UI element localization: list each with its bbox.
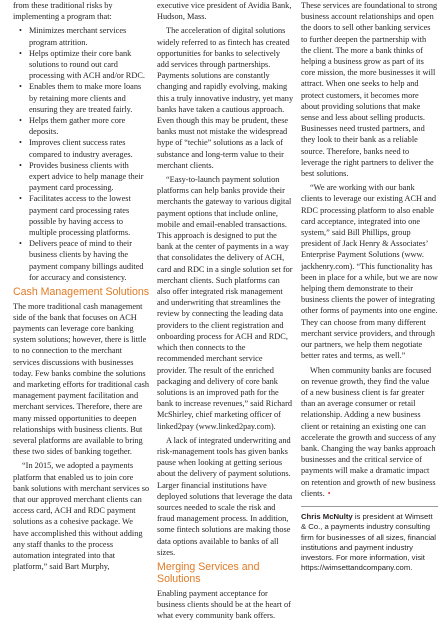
body-paragraph: “Easy-to-launch payment solution platforms can help banks provide their merchants the gateway to various digital payment options that include online, mobile and email-enabled transactions. This approach is designed to put the bank at the center of payments in a way that consolidates the delivery of ACH, card and RDC in a single solution set for merchant clients. Such platforms can also offer integrated risk management and underwriting that streamlines the review by connecting the leading data providers to the client registration and onboarding process for ACH and RDC, which then connects to the recommended merchant service provider. The result of the enriched packaging and delivery of core bank solutions is an improved path for the bank to increase revenues,” said Richard McShirley, chief marketing officer of linked2pay (www.linked2pay.com).	[157, 175, 293, 431]
list-item: • Improves client success rates compared to industry averages.	[13, 137, 150, 159]
end-mark-icon: •	[327, 488, 331, 498]
benefits-list	[13, 25, 150, 283]
list-item: • Enables them to make more loans by retaining more clients and ensuring they are treated fairly.	[13, 81, 150, 115]
body-paragraph: These services are foundational to strong business account relationships and open the doors to sell other banking services to further deepen the partnership with the client. The more a bank thinks of helping a business grow as part of its core mission, the more businesses it will attract. When one seeks to help and protect customers, it becomes more about providing solutions that make sense and less about selling products. Businesses need trusted partners, and they look to their bank as a reliable source. Therefore, banks need to leverage the right partners to deliver the best solutions.	[301, 1, 438, 179]
list-item: • Delivers peace of mind to their business clients by having the payment company billings audited for accuracy and consistency.	[13, 238, 150, 283]
column-2	[157, 0, 294, 625]
body-paragraph: The acceleration of digital solutions widely referred to as fintech has created opportunities for banks to selectively add services through partnerships. Payments solutions are constantly changing and rapidly evolving, making this a truly innovative industry, yet many banks have taken a cautious approach. Even though this may be prudent, these banks must not mistake the widespread hype of “techie” solutions as a lack of substance and long-term value to their merchant clients.	[157, 26, 294, 170]
section-heading-cash-management: Cash Management Solutions	[13, 286, 150, 299]
body-paragraph: “We are working with our bank clients to leverage our existing ACH and RDC processing platform to also enable card acceptance, integrated into one system,” said Bill Phillips, group president of Jack Henry & Associates’ Enterprise Payment Solutions (www. jackhenry.com). “This functionality has been in place for a while, but we are now helping them demonstrate to their business clients the power of integrating other forms of payments into one engine. They can choose from many different merchant service providers, and through our partners, we help them negotiate better rates and terms, as well.”	[301, 183, 438, 361]
list-item: • Helps them gather more core deposits.	[13, 115, 150, 137]
body-paragraph: A lack of integrated underwriting and risk-management tools has given banks pause when looking at getting serious about the delivery of payment solutions. Larger financial institutions have deployed solutions that leverage the data sources needed to scale the risk and fraud management process. In addition, some fintech solutions are making those data options available to banks of all sizes.	[157, 435, 293, 557]
divider	[301, 506, 438, 507]
column-1	[13, 0, 150, 575]
author-bio	[301, 512, 438, 574]
body-paragraph: Enabling payment acceptance for business clients should be at the heart of what every community bank offers.	[157, 588, 291, 621]
body-paragraph: executive vice president of Avidia Bank, Hudson, Mass.	[157, 1, 292, 22]
list-item: • Provides business clients with expert advice to help manage their payment card processing.	[13, 160, 150, 194]
intro-paragraph: from these traditional risks by implementing a program that:	[13, 1, 113, 22]
body-paragraph: The more traditional cash management side of the bank that focuses on ACH payments can leverage core banking system solutions; however, there is little to no connection to the merchant services discussions with businesses today. Few banks combine the solutions and marketing efforts for traditional cash management payment facilitation and merchant services. Therefore, there are many missed opportunities to deepen relationships with business clients. But several platforms are available to bring these two sides of banking together.	[13, 301, 150, 457]
author-bio-text: is president at Wimsett & Co., a payments industry consulting firm for businesses of all sizes, financial institutions and payment industry investors. For more information, visit https://wimsettandcompany.com.	[301, 511, 437, 573]
section-heading-merging-services: Merging Services and Solutions	[157, 560, 260, 586]
author-name: Chris McNulty	[301, 511, 353, 521]
body-paragraph	[301, 365, 438, 499]
closing-text: When community banks are focused on revenue growth, they find the value of a new business client is far greater than an average consumer or retail relationship. Adding a new business client or retaining an existing one can accelerate the growth and success of any bank. Changing the way banks approach businesses and the critical service of payments will make a dramatic impact on retention and growth of new business clients.	[301, 365, 436, 498]
list-item: • Minimizes merchant services program attrition.	[13, 25, 150, 47]
column-3	[301, 0, 438, 577]
list-item: • Helps optimize their core bank solutions to round out card processing with ACH and/or RDC.	[13, 48, 150, 82]
list-item: • Facilitates access to the lowest payment card processing rates possible by having access to multiple processing platforms.	[13, 193, 150, 238]
body-paragraph: “In 2015, we adopted a payments platform that enabled us to join core bank solutions with merchant services so that our approved merchant clients can access card, ACH and RDC payment solutions as a cohesive package. We have accomplished this without adding any staff thanks to the process automation integrated into that platform,” said Bart Murphy,	[13, 461, 150, 572]
